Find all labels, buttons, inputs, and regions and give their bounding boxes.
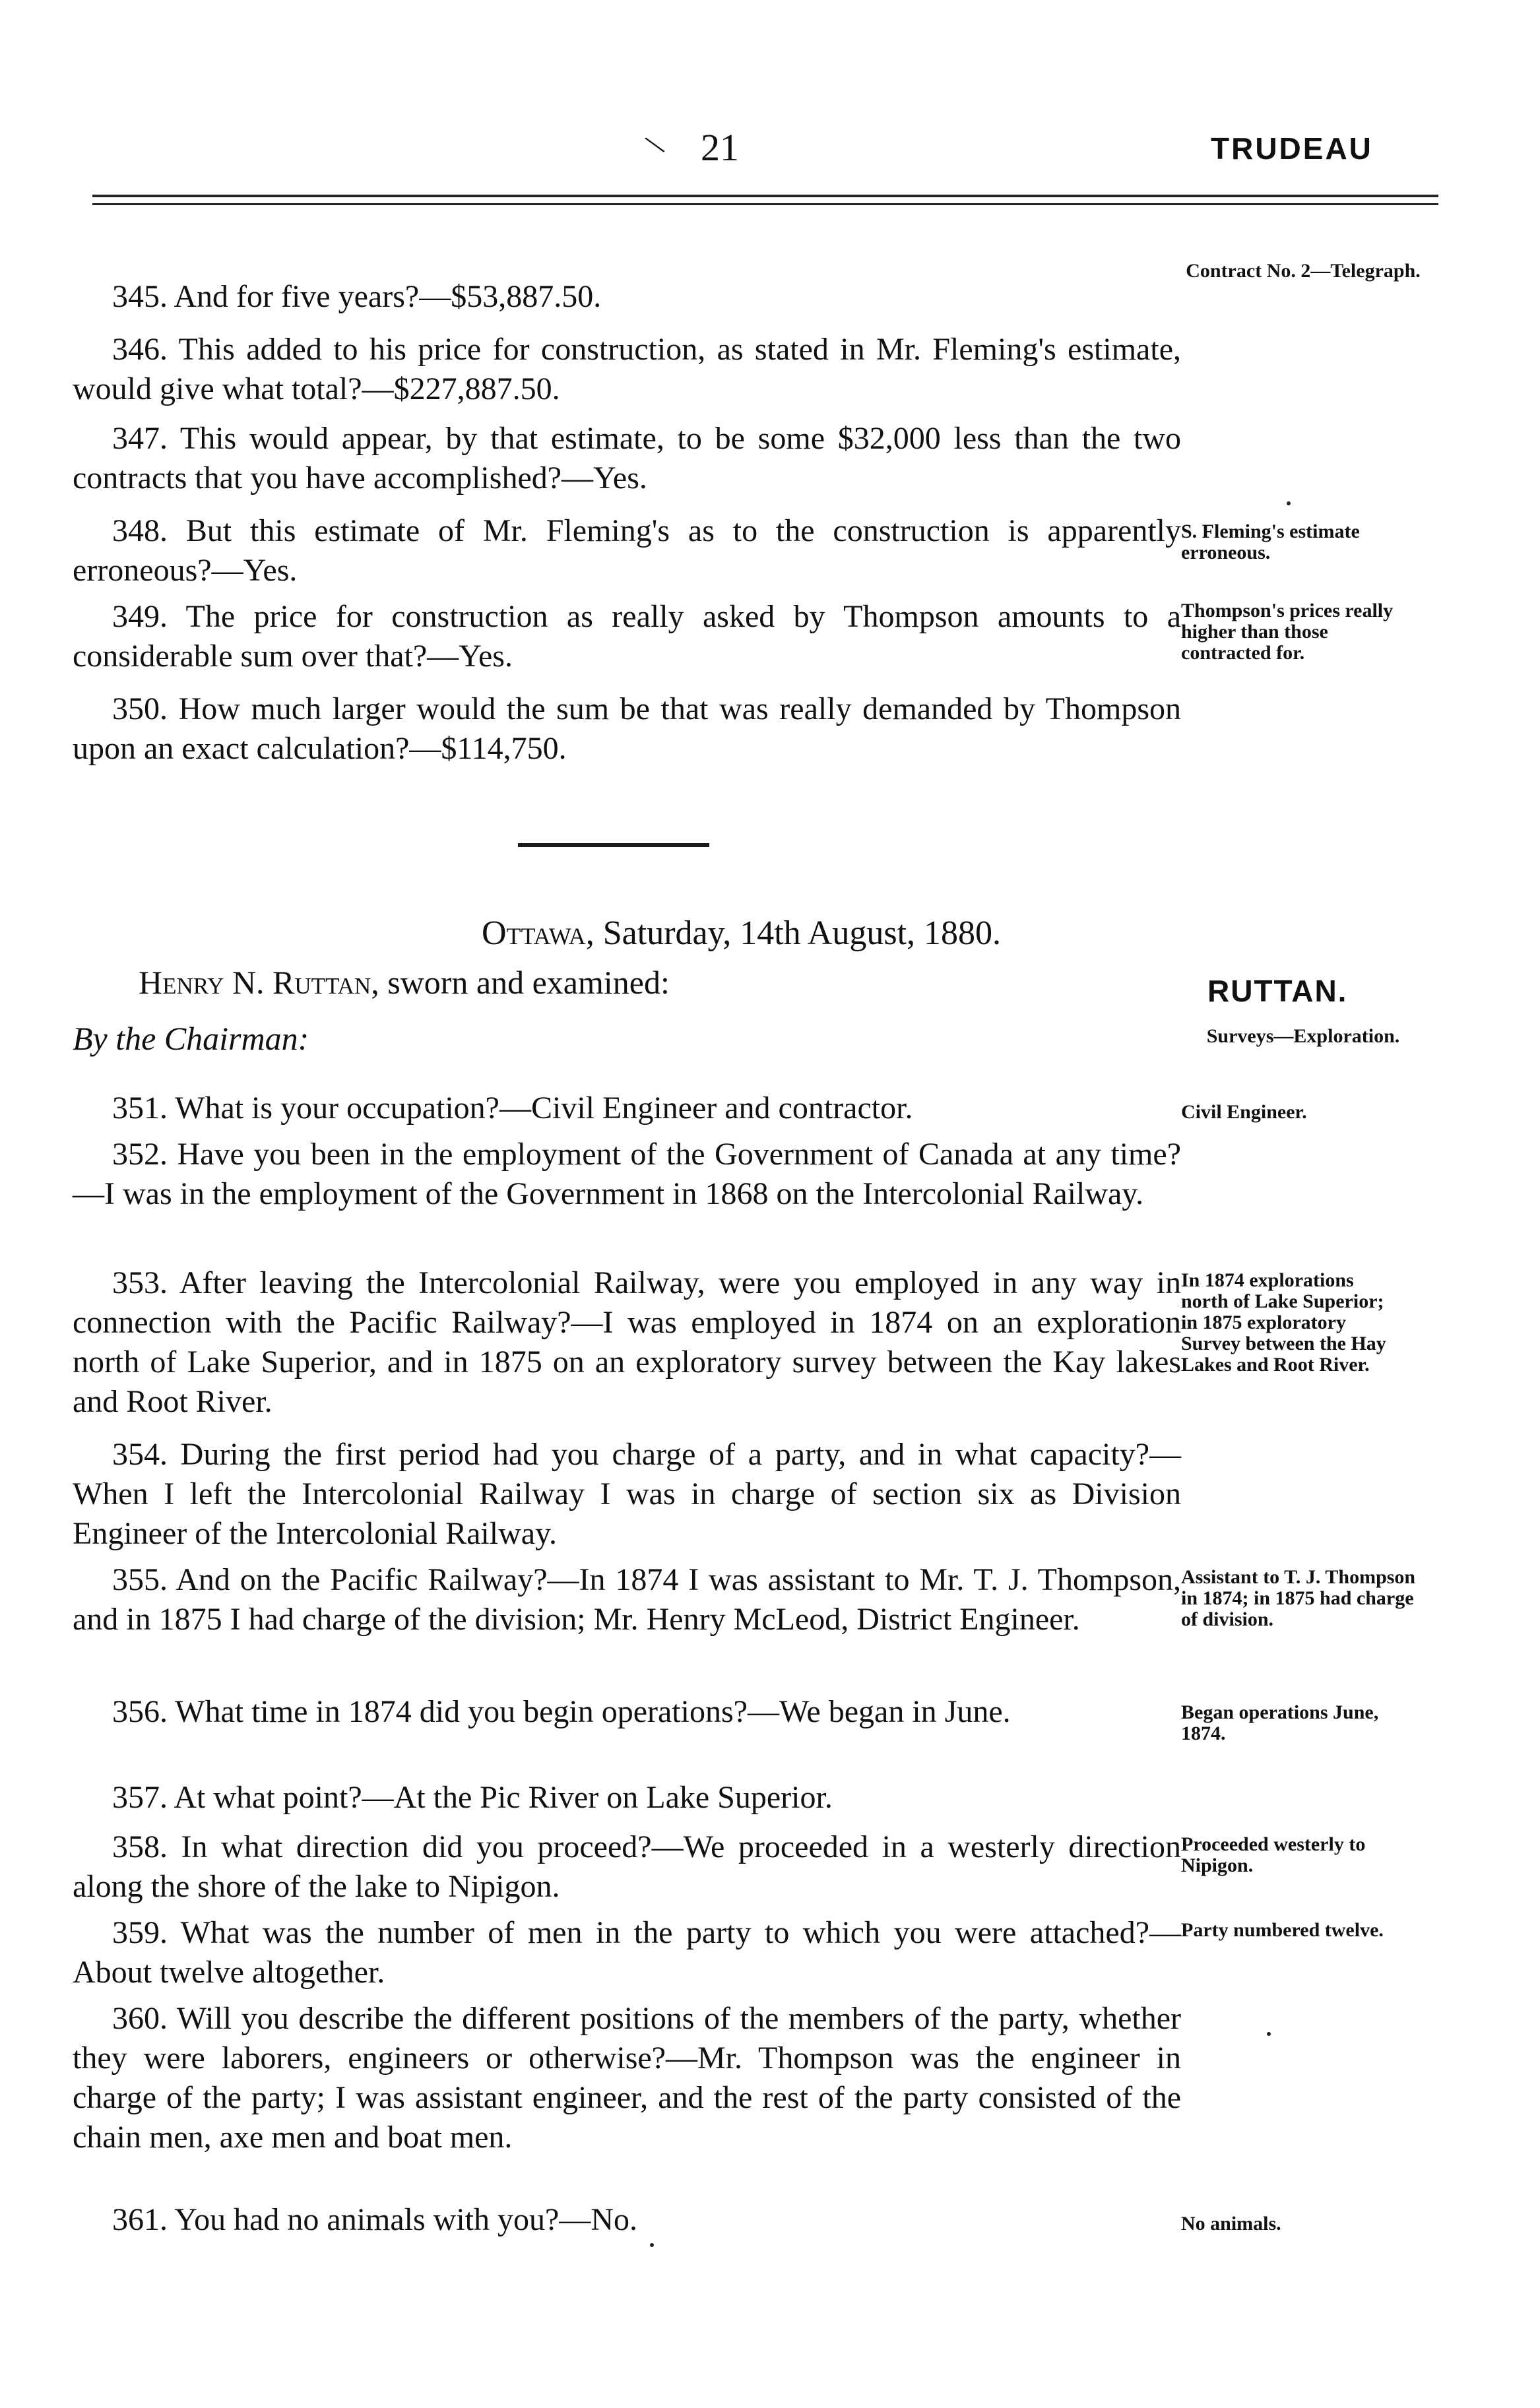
question-354: 354. During the first period had you charge of a party, and in what capacity?—When I left the Intercolonial Railway I was in charge of section six as Division Engineer of the Intercolonial Railway. [73,1437,1181,1551]
margin-note: Proceeded westerly to Nipigon. [1181,1833,1366,1876]
header-rule-double [92,203,1438,205]
question-347: 347. This would appear, by that estimate, to be some $32,000 less than the two contracts that you have accomplished?—Yes. [73,421,1181,495]
witness-heading: RUTTAN. [1207,974,1348,1008]
question-352: 352. Have you been in the employment of the Government of Canada at any time?—I was in the employment of the Government in 1868 on the Intercolonial Railway. [73,1137,1181,1211]
question-358: 358. In what direction did you proceed?—We proceeded in a westerly direction along the shore of the lake to Nipigon. [73,1829,1181,1904]
stray-dot [1267,2032,1271,2036]
page-header [0,125,1540,178]
page-mark: \ [640,127,669,162]
margin-note: Surveys—Exploration. [1206,1025,1400,1047]
dateline-place: Ottawa [482,914,586,952]
question-356: 356. What time in 1874 did you begin operations?—We began in June. [112,1694,1011,1729]
margin-note: In 1874 explorations north of Lake Superior; in 1875 exploratory Survey between the Hay Lakes and Root River. [1181,1269,1386,1376]
dateline [0,914,1540,953]
question-353: 353. After leaving the Intercolonial Railway, were you employed in any way in connection with the Pacific Railway?—I was employed in 1874 on an exploration north of Lake Superior, and in 1875 on an exploratory survey between the Kay lakes and Root River. [73,1265,1181,1419]
question-345: 345. And for five years?—$53,887.50. [112,279,602,314]
question-361: 361. You had no animals with you?—No. [112,2202,637,2237]
margin-note: Assistant to T. J. Thompson in 1874; in 1875 had charge of division. [1181,1566,1416,1630]
margin-note: No animals. [1181,2213,1281,2234]
margin-note: Civil Engineer. [1181,1101,1307,1123]
section-divider [518,843,709,847]
margin-note: Contract No. 2—Telegraph. [1186,260,1421,282]
witness-status: , sworn and examined: [371,964,670,1001]
examiner-line: By the Chairman: [73,1020,309,1057]
margin-note: Began operations June, 1874. [1181,1701,1379,1744]
header-rule [92,195,1438,197]
question-359: 359. What was the number of men in the party to which you were attached?—About twelve altogether. [73,1915,1181,1990]
running-head: TRUDEAU [1211,131,1373,166]
question-351: 351. What is your occupation?—Civil Engineer and contractor. [112,1091,913,1125]
question-349: 349. The price for construction as really asked by Thompson amounts to a considerable sum over that?—Yes. [73,599,1181,674]
question-357: 357. At what point?—At the Pic River on Lake Superior. [112,1780,833,1815]
margin-note: Party numbered twelve. [1181,1919,1384,1941]
margin-note: Thompson's prices really higher than those contracted for. [1181,600,1394,664]
question-355: 355. And on the Pacific Railway?—In 1874 I was assistant to Mr. T. J. Thompson, and in 1875 I had charge of the division; Mr. Henry McLeod, District Engineer. [73,1562,1181,1637]
question-346: 346. This added to his price for construction, as stated in Mr. Fleming's estimate, would give what total?—$227,887.50. [73,332,1181,406]
witness-line [139,963,670,1001]
stray-dot [1287,501,1291,505]
margin-note: S. Fleming's estimate erroneous. [1181,521,1360,563]
stray-dot [650,2243,654,2247]
witness-name: Henry N. Ruttan [139,964,371,1001]
question-348: 348. But this estimate of Mr. Fleming's as to the construction is apparently erroneous?—Yes. [73,513,1181,588]
question-360: 360. Will you describe the different positions of the members of the party, whether they were laborers, engineers or otherwise?—Mr. Thompson was the engineer in charge of the party; I was assistant engineer, and the rest of the party consisted of the chain men, axe men and boat men. [73,2001,1181,2155]
dateline-date: , Saturday, 14th August, 1880. [585,914,1002,952]
page-number: 21 [701,126,739,169]
question-350: 350. How much larger would the sum be that was really demanded by Thompson upon an exact calculation?—$114,750. [73,691,1181,766]
